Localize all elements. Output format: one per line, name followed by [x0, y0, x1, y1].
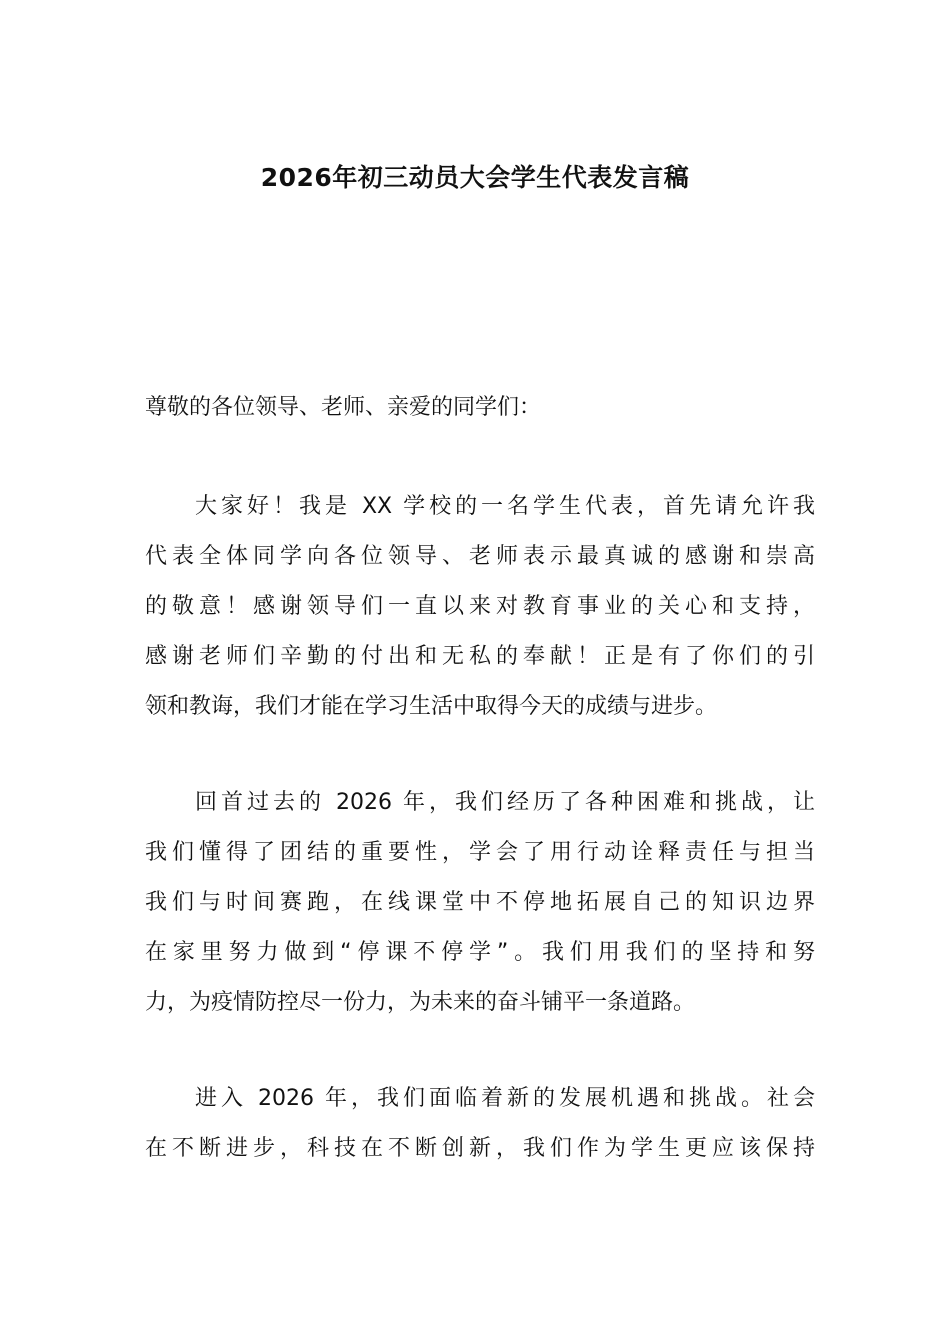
paragraph-line: 我们懂得了团结的重要性，学会了用行动诠释责任与担当: [145, 840, 815, 865]
paragraph-line: 感谢老师们辛勤的付出和无私的奉献！正是有了你们的引: [145, 644, 815, 669]
paragraph-line: 进入 2026 年，我们面临着新的发展机遇和挑战。社会: [195, 1086, 815, 1111]
paragraph-review: [145, 778, 815, 1028]
paragraph-line: 力，为疫情防控尽一份力，为未来的奋斗铺平一条道路。: [145, 990, 696, 1015]
paragraph-line: 回首过去的 2026 年，我们经历了各种困难和挑战，让: [195, 790, 815, 815]
paragraph-line: 领和教诲，我们才能在学习生活中取得今天的成绩与进步。: [145, 694, 718, 719]
document-title: 2026年初三动员大会学生代表发言稿: [260, 163, 690, 192]
paragraph-line: 我们与时间赛跑，在线课堂中不停地拓展自己的知识边界: [145, 890, 815, 915]
paragraph-line: 在家里努力做到“停课不停学”。我们用我们的坚持和努: [145, 940, 815, 965]
paragraph-line: 代表全体同学向各位领导、老师表示最真诚的感谢和崇高: [145, 544, 815, 569]
paragraph-line: 大家好！我是 XX 学校的一名学生代表，首先请允许我: [195, 494, 815, 519]
paragraph-line: 在不断进步，科技在不断创新，我们作为学生更应该保持: [145, 1136, 815, 1161]
salutation: 尊敬的各位领导、老师、亲爱的同学们：: [145, 395, 542, 420]
paragraph-line: 的敬意！感谢领导们一直以来对教育事业的关心和支持，: [145, 594, 815, 619]
paragraph-outlook: [145, 1074, 815, 1174]
paragraph-greeting: [145, 482, 815, 732]
